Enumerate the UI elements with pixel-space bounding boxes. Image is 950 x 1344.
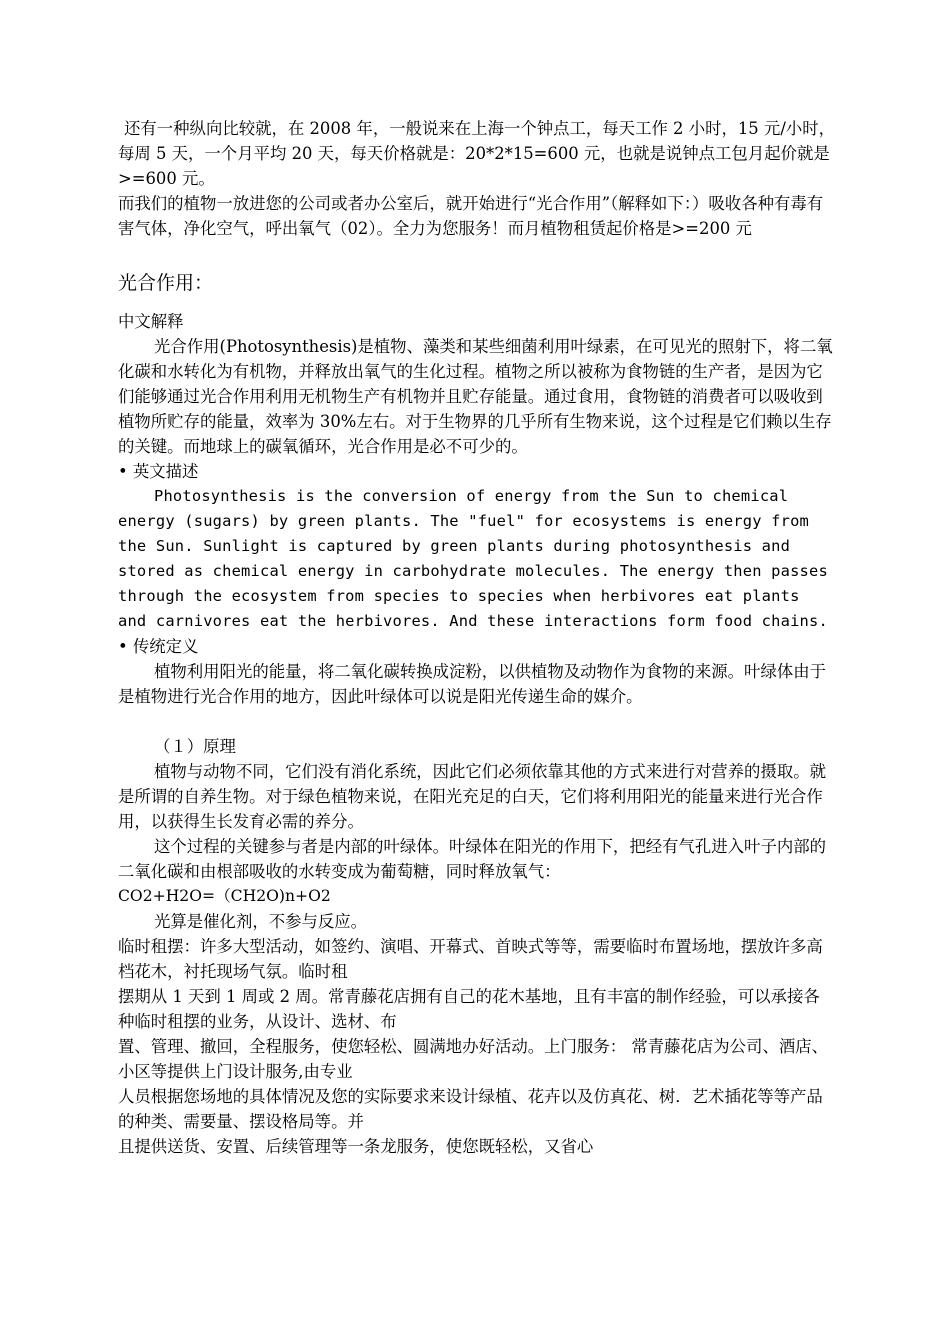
intro-paragraph-2: 而我们的植物一放进您的公司或者办公室后，就开始进行“光合作用”（解释如下：）吸收各种有毒有害气体，净化空气，呼出氧气（02）。全力为您服务！而月植物租赁起价格是>=200 元 (118, 194, 824, 238)
principle-paragraph-1: 植物与动物不同，它们没有消化系统，因此它们必须依靠其他的方式来进行对营养的摄取。就是所谓的自养生物。对于绿色植物来说，在阳光充足的白天，它们将利用阳光的能量来进行光合作用，以获得生长发育必需的养分。 (118, 762, 827, 831)
chinese-explanation-label: 中文解释 (118, 312, 184, 331)
traditional-definition-label: • 传统定义 (118, 634, 836, 659)
principle-label: （１）原理 (154, 737, 236, 756)
rental-line-4: 人员根据您场地的具体情况及您的实际要求来设计绿植、花卉以及仿真花、树．艺术插花等等产品的种类、需要量、摆设格局等。并 (118, 1087, 823, 1131)
rental-line-1: 临时租摆：许多大型活动，如签约、演唱、开幕式、首映式等等，需要临时布置场地，摆放许多高档花木，衬托现场气氛。临时租 (118, 937, 823, 981)
english-description-label: • 英文描述 (118, 459, 836, 484)
english-description-text: Photosynthesis is the conversion of energy from the Sun to chemical energy (sugars) by green plants. The "fuel" for ecosystems is energy from the Sun. Sunlight is captured by green plants during photosynthesis and stored as chemical energy in carbohydrate molecules. The energy then passes through the ecosystem from species to species when herbivores eat plants and carnivores eat the herbivores. And these interactions form food chains. (118, 487, 828, 630)
document-page (118, 116, 836, 1159)
spacer (118, 709, 836, 734)
traditional-definition-text: 植物利用阳光的能量，将二氧化碳转换成淀粉，以供植物及动物作为食物的来源。叶绿体由于是植物进行光合作用的地方，因此叶绿体可以说是阳光传递生命的媒介。 (118, 662, 827, 706)
chinese-explanation-text: 光合作用(Photosynthesis)是植物、藻类和某些细菌利用叶绿素，在可见光的照射下，将二氧化碳和水转化为有机物，并释放出氧气的生化过程。植物之所以被称为食物链的生产者，是因为它们能够通过光合作用利用无机物生产有机物并且贮存能量。通过食用，食物链的消费者可以吸收到植物所贮存的能量，效率为 30%左右。对于生物界的几乎所有生物来说，这个过程是它们赖以生存的关键。而地球上的碳氧循环，光合作用是必不可少的。 (118, 337, 833, 456)
intro-paragraph-1: 还有一种纵向比较就，在 2008 年，一般说来在上海一个钟点工，每天工作 2 小时，15 元/小时，每周 5 天，一个月平均 20 天，每天价格就是：20*2*15=600 元，也就是说钟点工包月起价就是>=600 元。 (118, 119, 836, 188)
rental-line-2: 摆期从 1 天到 1 周或 2 周。常青藤花店拥有自己的花木基地，且有丰富的制作经验，可以承接各种临时租摆的业务，从设计、选材、布 (118, 987, 820, 1031)
principle-paragraph-2: 这个过程的关键参与者是内部的叶绿体。叶绿体在阳光的作用下，把经有气孔进入叶子内部的二氧化碳和由根部吸收的水转变成为葡萄糖，同时释放氧气： (118, 837, 827, 881)
rental-line-3: 置、管理、撤回，全程服务，使您轻松、圆满地办好活动。上门服务： 常青藤花店为公司、酒店、小区等提供上门设计服务,由专业 (118, 1037, 829, 1081)
principle-paragraph-3: 光算是催化剂，不参与反应。 (154, 912, 368, 931)
chemical-formula: CO2+H2O=（CH2O)n+O2 (118, 887, 331, 905)
section-heading: 光合作用： (118, 272, 214, 294)
rental-line-5: 且提供送货、安置、后续管理等一条龙服务，使您既轻松，又省心 (118, 1137, 594, 1156)
